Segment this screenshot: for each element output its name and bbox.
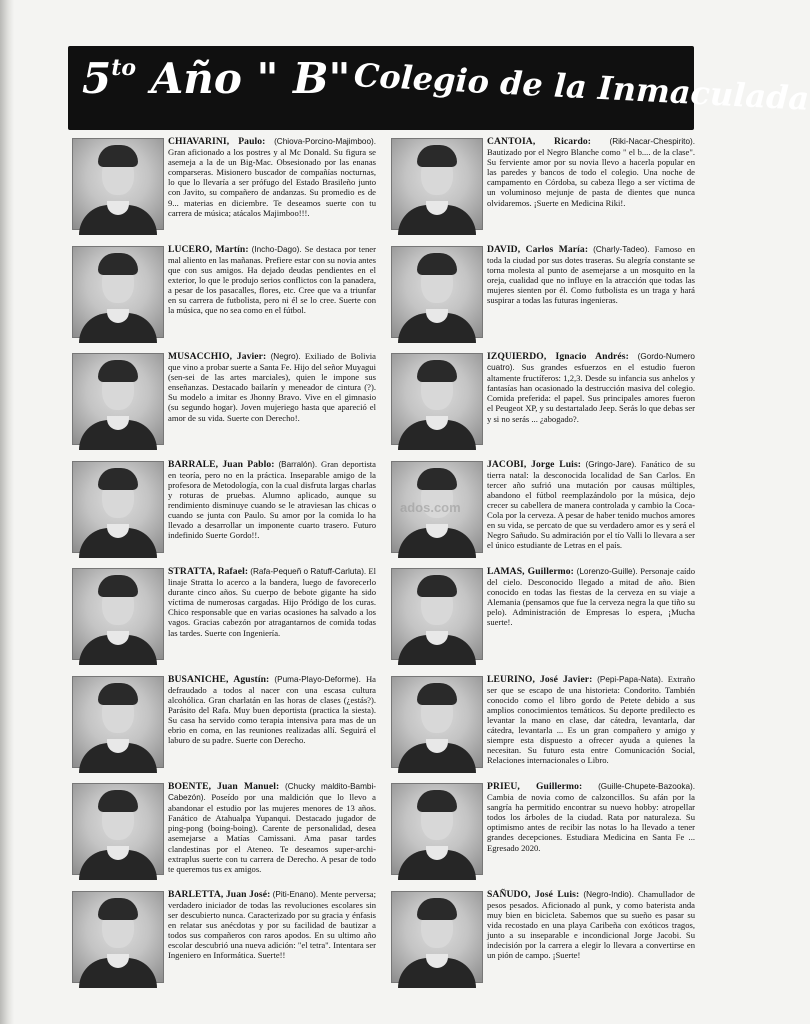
student-text bbox=[487, 459, 695, 551]
student-photo bbox=[391, 783, 483, 875]
student-text bbox=[168, 674, 376, 746]
student-text bbox=[487, 136, 695, 208]
student-bio: Mente perversa; verdadero iniciador de todas las revoluciones escolares sin ser descubierto nunca. Caracterizado por su gracia y énfasis en relatar sus anécdotas y por su facilidad de bautizar a todos sus compañeros con raros apodos. En su ultimo año escolar descubrió una nueva adición: "el tetra". Intentara ser Ingeniero en Informática. Suerte!! bbox=[168, 888, 376, 961]
student-name: SAÑUDO, José Luis: bbox=[487, 888, 580, 900]
student-nickname: (Pepi-Papa-Nata). bbox=[597, 674, 664, 684]
student-bio: Ha defraudado a todos al nacer con una escasa cultura alcohólica. Gran charlatán en las horas de clases (¿estás?). Parásito del Rafa. Muy buen deportista (practica la siesta). Su casa ha servido como terapia intensiva para mas de un ebrio en coma, en las reuniones realizadas allí. Seguirá el laburo de su padre. Suerte con Derecho. bbox=[168, 673, 376, 746]
photo-hair bbox=[417, 253, 457, 275]
photo-hair bbox=[98, 790, 138, 812]
student-photo bbox=[72, 246, 164, 338]
student-photo bbox=[72, 891, 164, 983]
right-column bbox=[391, 136, 696, 998]
student-text bbox=[168, 566, 376, 638]
photo-hair bbox=[417, 790, 457, 812]
student-name: BOENTE, Juan Manuel: bbox=[168, 781, 280, 792]
class-title bbox=[82, 54, 350, 103]
student-entry bbox=[72, 243, 376, 354]
student-name: LUCERO, Martín: bbox=[168, 243, 249, 255]
student-bio: Extraño ser que se escapo de una historieta: Condorito. También conocido como el libro gordo de Petete debido a sus amplios conocimientos temáticos. Su deporte predilecto es levantar la mano en clase, dar cátedra, levantarla, dar cátedra, levantarla ... Es un gran compañero y amigo y siempre esta dispuesto a ofrecer ayuda a quienes la necesitan. Su futuro esta entre Comunicación Social, Relaciones internacionales o Libro. bbox=[487, 673, 695, 766]
student-entry bbox=[72, 566, 376, 676]
student-photo bbox=[72, 676, 164, 768]
student-name: DAVID, Carlos María: bbox=[487, 243, 589, 255]
photo-hair bbox=[98, 683, 138, 705]
student-name: BARRALE, Juan Pablo: bbox=[168, 458, 275, 470]
student-photo bbox=[72, 138, 164, 230]
student-entry bbox=[391, 781, 695, 891]
student-entry bbox=[391, 888, 695, 999]
student-bio: Gran deportista en teoría, pero no en la práctica. Inseparable amigo de la profesora de Metodología, con la cual disfruta largas charlas y roturas de pruebas. Alumno aplicado, aunque su rendimiento disminuye cuando se le atraviesan las chicas o cuando se junta con Paulo. Su amor por la comida lo ha llevado a desarrollar un imponente cuarto trasero. Futuro indefinido Suerte Gordo!!. bbox=[168, 458, 376, 541]
student-nickname: (Gordo-Numero cuatro). bbox=[487, 352, 695, 373]
student-text bbox=[487, 781, 695, 853]
student-bio: Fanático de su tierra natal: la desconocida localidad de San Carlos. En tercer año sufrió una mutación por causas múltiples, abandono el fútbol reemplazándolo por la música, dejo crecer su cabellera de manera controlada y cambio la Coca-Cola por la cerveza. A pesar de haber tenido muchos amores en su vida, se percato de que su verdadero amor es y será el Negro Sañudo. Su admiración por el tío Valli lo llevara a ser el único estudiante de Letras en el país. bbox=[487, 458, 695, 551]
student-name: BUSANICHE, Agustín: bbox=[168, 673, 270, 685]
student-bio: Poseído por una maldición que lo llevo a abandonar el estudio por las mujeres menores de 13 años. Fanático de Atahualpa Yupanqui. Destacado jugador de ping-pong (boing-boing). Carente de personalidad, desea asemejarse a Matías Camissani. Ama pasar tardes clandestinas por el Ateneo. Te deseamos super-archi-extraplus suerte con tu carrera de Derecho. A pesar de todo te queremos tus ex amigos. bbox=[168, 792, 376, 874]
student-photo bbox=[391, 246, 483, 338]
student-bio: Bautizado por el Negro Blanche como " el b.... de la clase". Su ferviente amor por su novia llevo a hacerla popular en las paredes y bancos de todo el colegio. Una noche de campamento en Córdoba, su cabeza llego a ser víctima de un voluminoso mejunje de pasta de dientes que nunca olvidaremos. ¡Suerte en Medicina Riki!. bbox=[487, 147, 695, 208]
student-name: LAMAS, Guillermo: bbox=[487, 566, 574, 577]
photo-hair bbox=[98, 575, 138, 597]
student-name: JACOBI, Jorge Luis: bbox=[487, 458, 582, 470]
student-entry bbox=[72, 136, 376, 246]
watermark-text: ados.com bbox=[400, 500, 461, 515]
student-entry bbox=[391, 243, 696, 354]
student-entry bbox=[72, 781, 377, 891]
student-bio: Chamullador de pesos pesados. Aficionado al punk, y como baterista anda muy bien en bicicleta. Sabemos que su sueño es pasar su vida recostado en una playa Caribeña con exóticos tragos, junto a su inseparable e incondicional Jorge Jacobi. Su indecisión por la carrera a elegir lo llevara a convertirse en un pión de campo. ¡Suerte! bbox=[487, 888, 695, 961]
student-nickname: (Barralón). bbox=[278, 459, 318, 469]
photo-hair bbox=[98, 898, 138, 920]
photo-hair bbox=[98, 468, 138, 490]
photo-hair bbox=[98, 253, 138, 275]
student-bio: Sus grandes esfuerzos en el estudio fueron altamente fructíferos: 1,2,3. Desde su infancia sus anhelos y fantasías han ocasionado la destrucción masiva del colegio. Comida preferida: el papel. Sus principales amores fueron el Peugeot XP, y su destartalado Jeep. Serás lo que debas ser y si no serás ... ¿abogado?. bbox=[487, 362, 695, 424]
student-text bbox=[487, 351, 695, 424]
student-name: IZQUIERDO, Ignacio Andrés: bbox=[487, 351, 629, 362]
student-nickname: (Negro-Indio). bbox=[583, 889, 634, 899]
left-column bbox=[72, 136, 377, 998]
page-binding-shadow bbox=[0, 0, 14, 1024]
student-entry bbox=[72, 673, 376, 784]
student-text bbox=[168, 781, 376, 874]
student-bio: Se destaca por tener mal aliento en las mañanas. Prefiere estar con su novia antes que con sus amigos. Ha dejado deudas pendientes en el exterior, lo que le produjo serios conflictos con la panadera, a pesar de los pasacalles, flores, etc. Cree que va a triunfar en su carrera de futbolista, pero ni él se lo cree. Suerte con la música, que no sea como en el fútbol. bbox=[168, 243, 376, 316]
grade-section: Año " B" bbox=[136, 54, 351, 103]
student-entry bbox=[391, 566, 695, 676]
photo-hair bbox=[417, 145, 457, 167]
title-banner bbox=[68, 46, 810, 130]
student-nickname: (Lorenzo-Guille). bbox=[576, 567, 638, 576]
student-nickname: (Chiova-Porcino-Majimboo). bbox=[274, 137, 376, 146]
photo-hair bbox=[417, 360, 457, 382]
student-bio: Gran aficionado a los postres y al Mc Donald. Su figura se asemeja a la de un Big-Mac. Obsesionado por las enanas comparseras. Misionero buscador de compañías nocturnas, lo que lo llevaría a ser prófugo del Estado Brasileño junto con Javito, su compañero de andanzas. Su promedio es de 9... materias en diciembre. Te deseamos suerte con tu carrera de música; atácalos Majimboo!!!. bbox=[168, 147, 376, 218]
student-entry bbox=[72, 888, 376, 999]
photo-hair bbox=[417, 898, 457, 920]
student-photo bbox=[391, 353, 483, 445]
student-photo bbox=[391, 891, 483, 983]
photo-hair bbox=[417, 575, 457, 597]
student-nickname: (Chucky maldito-Bambi-Cabezón). bbox=[168, 782, 377, 803]
student-text bbox=[168, 889, 376, 961]
student-bio: Exiliado de Bolivia que vino a probar suerte a Santa Fe. Hijo del señor Muyagui (sen-sei de las artes marciales), quien le impone sus enseñanzas. Destacado bailarín y meneador de cintura (?). Su modelo a imitar es Jhonny Bravo. Vive en el gimnasio (su segundo hogar). Joven mujeriego hasta que apareció el amor de su vida. Suerte con Derecho!. bbox=[168, 351, 376, 423]
student-photo bbox=[72, 568, 164, 660]
student-text bbox=[168, 459, 376, 541]
photo-hair bbox=[98, 145, 138, 167]
student-name: PRIEU, Guillermo: bbox=[487, 781, 583, 792]
student-name: CHIAVARINI, Paulo: bbox=[168, 136, 266, 147]
student-bio: Famoso en toda la ciudad por sus dotes traseras. Su alegría constante se torna molesta al punto de asemejarse a un mosquito en la oreja, cualidad que no influye en la atracción que todas las mujeres sienten por él. Como futbolista es un traga y hará suspirar a todas las futuras ingenieras. bbox=[487, 243, 696, 305]
student-name: LEURINO, José Javier: bbox=[487, 673, 593, 685]
student-nickname: (Piti-Enano). bbox=[272, 889, 319, 899]
photo-hair bbox=[417, 468, 457, 490]
student-nickname: (Riki-Nacar-Chespirito). bbox=[609, 137, 695, 146]
photo-hair bbox=[417, 683, 457, 705]
student-nickname: (Gringo-Jare). bbox=[585, 459, 637, 469]
student-nickname: (Negro). bbox=[270, 352, 301, 361]
student-name: MUSACCHIO, Javier: bbox=[168, 351, 267, 362]
student-photo bbox=[391, 568, 483, 660]
student-text bbox=[487, 566, 695, 628]
student-name: STRATTA, Rafael: bbox=[168, 566, 249, 577]
student-photo bbox=[391, 138, 483, 230]
student-photo bbox=[72, 783, 164, 875]
student-photo bbox=[391, 676, 483, 768]
student-name: CANTOIA, Ricardo: bbox=[487, 136, 592, 147]
student-text bbox=[487, 244, 695, 306]
grade-superscript: to bbox=[111, 55, 137, 81]
student-entry bbox=[72, 351, 376, 461]
student-entry bbox=[72, 458, 376, 569]
school-name: Colegio de la Inmaculada bbox=[353, 56, 810, 118]
student-bio: Cambia de novia como de calzoncillos. Su afán por la sangría ha permitido encontrar su nuevo hobby: atropellar todos los árboles de la ciudad. Rata por naturaleza. Su optimismo antes de recibir las notas lo ha llevado a tener grandes decepciones. Estudiara Medicina en Santa Fe ... Egresado 2020. bbox=[487, 792, 695, 853]
student-text bbox=[168, 244, 376, 316]
student-text bbox=[487, 674, 695, 766]
student-bio: Personaje caído del cielo. Desconocido llegado a mitad de año. Bien conocido en todas las fiestas de la cerveza en su viaje a Alemania (pensamos que fue la cerveza negra la que tiño su pelo). Administración de Empresas lo espera, ¡Mucha suerte!. bbox=[487, 566, 695, 628]
student-photo bbox=[72, 353, 164, 445]
student-nickname: (Rafa-Pequeñ o Ratuff-Carluta). bbox=[250, 567, 367, 576]
student-entry bbox=[391, 136, 695, 246]
student-text bbox=[487, 889, 695, 961]
student-photo bbox=[72, 461, 164, 553]
student-name: BARLETTA, Juan José: bbox=[168, 888, 271, 900]
student-text bbox=[168, 136, 376, 218]
student-nickname: (Guille-Chupete-Bazooka). bbox=[598, 782, 695, 791]
student-nickname: (Charly-Tadeo). bbox=[593, 244, 650, 254]
student-bio: El linaje Stratta lo acerco a la bandera, luego de favorecerlo durante cinco años. Su cuerpo de bebote gigante ha sido víctima de numerosas cargadas. Hijo Pródigo de los curas. Chico responsable que en varias ocasiones ha salvado a los vagos. Gracias cabezón por atragantarnos de comida todas las tardes. Suerte con Ingeniería. bbox=[168, 566, 376, 638]
photo-hair bbox=[98, 360, 138, 382]
student-text bbox=[168, 351, 376, 423]
student-nickname: (Puma-Playo-Deforme). bbox=[274, 674, 361, 684]
student-entry bbox=[391, 351, 695, 461]
grade-number: 5 bbox=[82, 54, 112, 103]
student-nickname: (Incho-Dago). bbox=[251, 244, 302, 254]
student-entry bbox=[391, 673, 695, 784]
